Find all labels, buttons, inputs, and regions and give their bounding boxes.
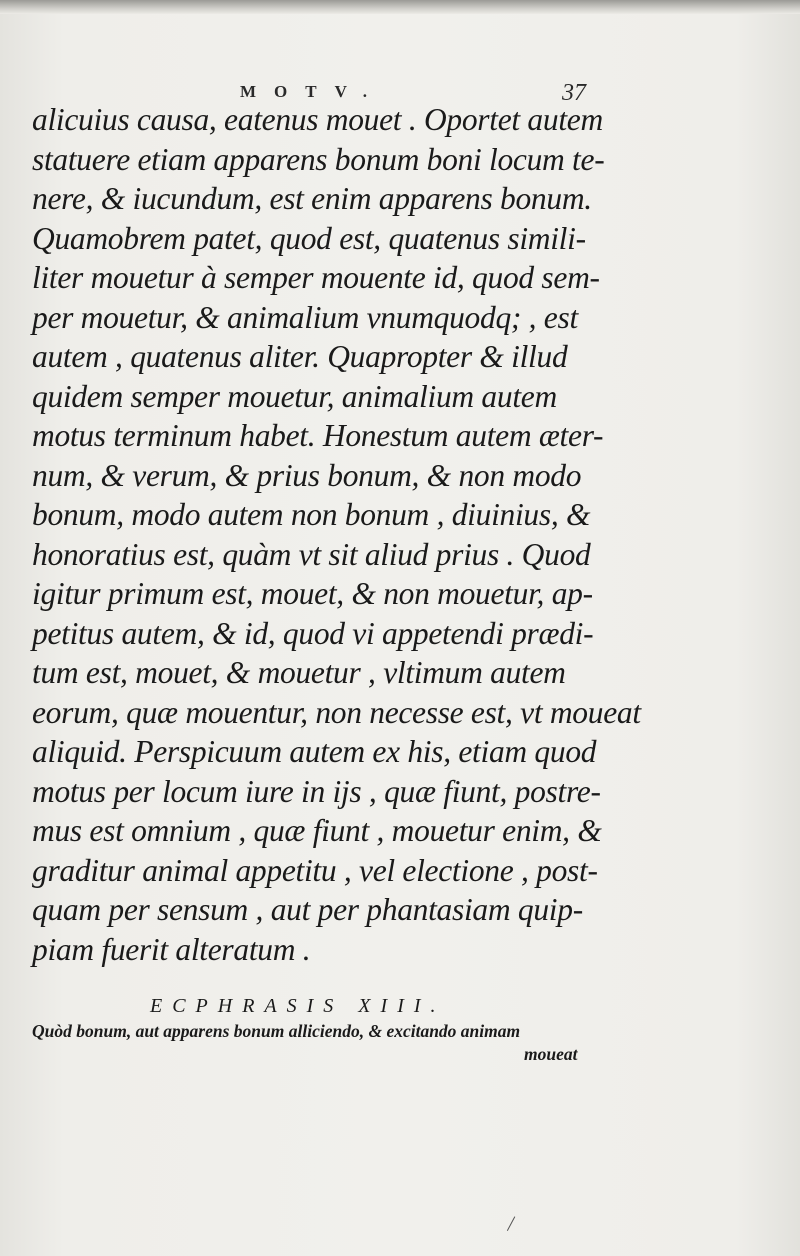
text-line: motus per locum iure in ijs , quæ fiunt, postre- [32, 773, 601, 809]
text-line: igitur primum est, mouet, & non mouetur, ap- [32, 576, 593, 611]
text-line: petitus autem, & id, quod vi appetendi prædi- [32, 615, 594, 651]
text-line: tum est, mouet, & mouetur , vltimum autem [32, 655, 566, 690]
text-line: aliquid. Perspicuum autem ex his, etiam quod [32, 734, 597, 769]
text-line: quidem semper mouetur, animalium autem [32, 378, 557, 414]
page-number: 37 [562, 80, 586, 106]
text-line: eorum, quæ mouentur, non necesse est, vt moueat [32, 694, 641, 730]
section-summary: Quòd bonum, aut apparens bonum alliciendo, & excitando animam [32, 1021, 521, 1041]
text-line: liter mouetur à semper mouente id, quod sem- [32, 260, 600, 295]
text-line: graditur animal appetitu , vel electione , post- [32, 852, 598, 888]
text-line: statuere etiam apparens bonum boni locum te- [32, 141, 605, 177]
text-line: Quamobrem patet, quod est, quatenus simili- [32, 220, 586, 256]
text-line: bonum, modo autem non bonum , diuinius, & [32, 497, 591, 532]
text-line: honoratius est, quàm vt sit aliud prius . Quod [32, 536, 591, 572]
text-line: nere, & iucundum, est enim apparens bonum. [32, 181, 592, 216]
text-line: quam per sensum , aut per phantasiam quip- [32, 892, 583, 927]
text-line: alicuius causa, eatenus mouet . Oportet autem [32, 102, 603, 137]
section-heading: ECPHRASIS XIII. [150, 995, 446, 1017]
text-line: mus est omnium , quæ fiunt , mouetur enim, & [32, 813, 602, 848]
text-line: piam fuerit alteratum . [32, 931, 311, 967]
running-head-title: MOTV. [240, 82, 385, 101]
catchword: moueat [524, 1044, 578, 1064]
text-line: motus terminum habet. Honestum autem æter- [32, 418, 604, 453]
text-line: per mouetur, & animalium vnumquodq; , est [32, 299, 578, 335]
text-line: num, & verum, & prius bonum, & non modo [32, 457, 582, 493]
page-top-edge [0, 0, 800, 14]
body-text [32, 100, 641, 969]
text-line: autem , quatenus aliter. Quapropter & illud [32, 339, 568, 374]
stray-pen-mark [507, 1216, 524, 1235]
